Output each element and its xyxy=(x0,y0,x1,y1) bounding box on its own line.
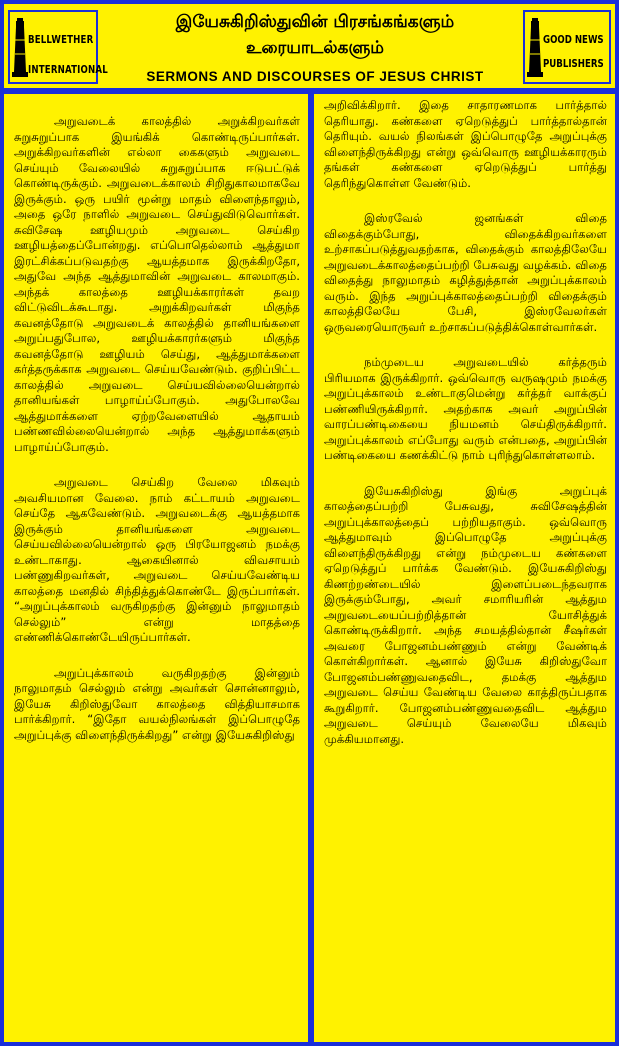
lighthouse-icon xyxy=(12,16,28,78)
paragraph: அறுப்புக்காலம் வருகிறதற்கு இன்னும் நாலுமாதம் செல்லும் என்று அவர்கள் சொன்னாலும், இயேசு கிறிஸ்துவோ காலத்தை வித்தியாசமாக பார்க்கிறார். “இதோ வயல்நிலங்கள் இப்பொழுதே அறுப்புக்கு விளைந்திருக்கிறது” என்று இயேசுகிறிஸ்து xyxy=(14,665,300,742)
logo-left-line2: INTERNATIONAL xyxy=(28,64,108,76)
title-block xyxy=(108,8,522,88)
header-banner xyxy=(2,2,617,90)
good-news-logo xyxy=(523,10,611,84)
paragraph: அறிவிக்கிறார். இதை சாதாரணமாக பார்த்தால் தெரியாது. கண்களை ஏறெடுத்துப் பார்த்தால்தான் தெரியும். வயல் நிலங்கள் இப்பொழுதே அறுப்புக்கு விளைந்திருக்கிறது என்று ஒவ்வொரு ஊழியக்காரரும் தங்கள் கண்களை ஏறெடுத்துப் பார்த்து தெரிந்துகொள்ள வேண்டும். xyxy=(324,98,607,190)
logo-right-line1: GOOD NEWS xyxy=(543,34,604,46)
logo-left-line1: BELLWETHER xyxy=(28,34,94,46)
lighthouse-icon xyxy=(527,16,543,78)
paragraph: அறுவடைக் காலத்தில் அறுக்கிறவர்கள் சுறுசுறுப்பாக இயங்கிக் கொண்டிருப்பார்கள். அறுக்கிறவர்களின் எல்லா கைகளும் அறுவடை செய்யும் வேலையில் சுறுசுறுப்பாக ஈடுபட்டுக் கொண்டிருக்கும். அறுவடைக்காலம் சிறிதுகாலமாகவே இருக்கும். ஒரு பயிர் மூன்று மாதம் விளைந்தாலும், அதை ஒரே நாளில் அறுவடை செய்துவிடுவொர்கள். சுவிசேஷ ஊழியமும் அறுவடை செய்கிற ஊழியத்தைப்போன்றது. எப்பொதெல்லாம் ஆத்துமா இரட்சிக்கப்படுவதற்கு ஆயத்தமாக இருக்கிறதோ, அதுவே அந்த ஆத்துமாவின் அறுவடை காலமாகும். அந்தக் காலத்தை ஊழியக்காரர்கள் தவற விட்டுவிடக்கூடாது. அறுக்கிறவர்கள் மிகுந்த கவனத்தோடு அறுவடைக் காலத்தில் தானியங்களை அறுப்பதுபோல, ஊழியக்காரர்களும் மிகுந்த கவனத்தோடு ஊழியம் செய்து, ஆத்துமாக்களை கர்த்தருக்காக அறுவடை செய்யவேண்டும். குறிப்பிட்ட காலத்தில் அறுவடை செய்யவில்லையென்றால் தானியங்கள் பாழாய்ப்போகும். அதுபோலவே ஆத்துமாக்களை ஏற்றவேளையில் ஆதாயம் பண்ணவில்லையென்றால் அந்த ஆத்துமாக்களும் பாழாய்ப்போகும். xyxy=(14,114,300,454)
logo-right-line2: PUBLISHERS xyxy=(543,58,604,70)
left-column xyxy=(4,94,308,1042)
paragraph: இயேசுகிறிஸ்து இங்கு அறுப்புக் காலத்தைப்பற்றி பேசுவது, சுவிசேஷத்தின் அறுப்புக்காலத்தைப் பற்றியதாகும். ஒவ்வொரு ஆத்துமாவும் இப்பொழுதே அறுப்புக்கு விளைந்திருக்கிறது என்று நம்முடைய கண்களை ஏறெடுத்துப் பார்க்க வேண்டும். இயேசுகிறிஸ்து கிணற்றண்டையில் இளைப்படைந்தவராக இருக்கும்போது, அவர் சமாரியரின் ஆத்தும அறுவடையைப்பற்றித்தான் யோசித்துக் கொண்டிருக்கிறார். அந்த சமயத்தில்தான் சீஷர்கள் அவரை போஜனம்பண்ணும் என்று வேண்டிக் கொள்கிறார்கள். ஆனால் இயேசு கிறிஸ்துவோ போஜனம்பண்ணுவதைவிட, தமக்கு ஆத்தும அறுவடை செய்ய வேண்டிய வேலை காத்திருப்பதாக கூறுகிறார். போஜனம்பண்ணுவதைவிட ஆத்தும அறுவடை செய்யும் வேலையே மிகவும் முக்கியமானது. xyxy=(324,483,607,746)
bellwether-logo xyxy=(8,10,108,84)
title-english: SERMONS AND DISCOURSES OF JESUS CHRIST xyxy=(146,69,484,84)
title-tamil-line2: உரையாடல்களும் xyxy=(246,38,384,58)
paragraph: இஸ்ரவேல் ஜனங்கள் விதை விதைக்கும்போது, விதைக்கிறவர்களை உற்சாகப்படுத்துவதற்காக, விதைக்கும் காலத்திலேயே அறுவடைக்காலத்தைப்பற்றி பேசுவது வழக்கம். விதை விதைத்து நாலுமாதம் கழித்துத்தான் அறுப்புக்காலம் வரும். இந்த அறுப்புக்காலத்தைப்பற்றி விதைக்கும் காலத்திலேயே பேசி, இஸ்ரவேலர்கள் ஒருவரையொருவர் உற்சாகப்படுத்திக்கொள்வார்கள். xyxy=(324,211,607,334)
paragraph: நம்முடைய அறுவடையில் கர்த்தரும் பிரியமாக இருக்கிறார். ஒவ்வொரு வருஷமும் நமக்கு அறுப்புக்காலம் உண்டாகுமென்று கர்த்தர் வாக்குப் பண்ணியிருக்கிறார். அதற்காக அவர் அறுப்பின் வாரப்பண்டிகையை நியமனம் செய்திருக்கிறார். அறுப்புக்காலம் எப்போது வரும் என்பதை, அறுப்பின் பண்டிகையை கணக்கிட்டு நாம் புரிந்துகொள்ளலாம். xyxy=(324,355,607,462)
title-tamil-line1: இயேசுகிறிஸ்துவின் பிரசங்கங்களும் xyxy=(175,12,455,32)
right-column xyxy=(314,94,615,1042)
paragraph: அறுவடை செய்கிற வேலை மிகவும் அவசியமான வேலை. நாம் கட்டாயம் அறுவடை செய்தே ஆகவேண்டும். அறுவடைக்கு ஆயத்தமாக இருக்கும் தானியங்களை அறுவடை செய்யவில்லையென்றால் ஒரு பிரயோஜனம் நமக்கு உண்டாகாது. ஆகையினால் விவசாயம் பண்ணுகிறவர்கள், அறுவடை செய்யவேண்டிய காலத்தை மனதில் சிந்தித்துக்கொண்டே இருப்பார்கள். “அறுப்புக்காலம் வருகிறதற்கு இன்னும் நாலுமாதம் செல்லும்” என்று மாதத்தை எண்ணிக்கொண்டேயிருப்பார்கள். xyxy=(14,475,300,644)
